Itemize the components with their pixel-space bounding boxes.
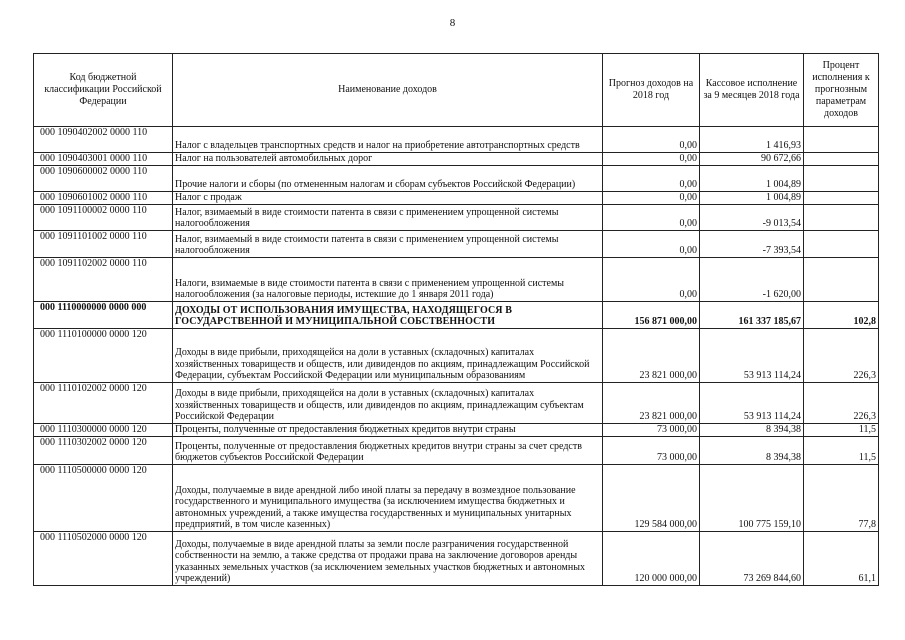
row-forecast: 23 821 000,00 [603, 329, 700, 383]
row-code: 000 1110502000 0000 120 [34, 532, 173, 586]
row-executed: -1 620,00 [700, 258, 804, 302]
row-executed: -9 013,54 [700, 205, 804, 231]
row-executed: 53 913 114,24 [700, 383, 804, 424]
row-name: Доходы, получаемые в виде арендной платы за земли после разграничения государственной собственности на землю, а также средства от продажи права на заключение договоров аренды указанных земельных участков (за исключением земельных участков бюджетных и автономных учреждений) [173, 532, 603, 586]
table-row [34, 192, 879, 205]
header-executed: Кассовое исполнение за 9 месяцев 2018 года [700, 54, 804, 127]
row-executed: 1 004,89 [700, 166, 804, 192]
table-row [34, 424, 879, 437]
row-forecast: 0,00 [603, 192, 700, 205]
row-forecast: 120 000 000,00 [603, 532, 700, 586]
row-name: Налог с продаж [173, 192, 603, 205]
row-forecast: 156 871 000,00 [603, 302, 700, 329]
row-forecast: 0,00 [603, 166, 700, 192]
table-row [34, 383, 879, 424]
row-forecast: 23 821 000,00 [603, 383, 700, 424]
row-name: Налоги, взимаемые в виде стоимости патента в связи с применением упрощенной системы налогообложения (за налоговые периоды, истекшие до 1 января 2011 года) [173, 258, 603, 302]
table-row [34, 329, 879, 383]
row-percent: 102,8 [804, 302, 879, 329]
row-code: 000 1091101002 0000 110 [34, 231, 173, 258]
row-forecast: 73 000,00 [603, 437, 700, 465]
row-code: 000 1110102002 0000 120 [34, 383, 173, 424]
row-name: Налог с владельцев транспортных средств и налог на приобретение автотранспортных средств [173, 127, 603, 153]
row-percent [804, 153, 879, 166]
row-percent: 61,1 [804, 532, 879, 586]
row-executed: 1 416,93 [700, 127, 804, 153]
row-code: 000 1110302002 0000 120 [34, 437, 173, 465]
row-code: 000 1090403001 0000 110 [34, 153, 173, 166]
row-percent [804, 205, 879, 231]
row-executed: 90 672,66 [700, 153, 804, 166]
row-executed: 8 394,38 [700, 437, 804, 465]
row-percent: 11,5 [804, 424, 879, 437]
row-executed: 100 775 159,10 [700, 465, 804, 532]
row-code: 000 1110000000 0000 000 [34, 302, 173, 329]
row-name: Доходы в виде прибыли, приходящейся на доли в уставных (складочных) капиталах хозяйственных товариществ и обществ, или дивидендов по акциям, принадлежащим Российской Федерации, субъектам Российской Федерации или муниципальным образованиям [173, 329, 603, 383]
row-code: 000 1110500000 0000 120 [34, 465, 173, 532]
row-percent [804, 166, 879, 192]
row-forecast: 0,00 [603, 205, 700, 231]
table-header-row [34, 54, 879, 127]
row-percent [804, 258, 879, 302]
table-row [34, 205, 879, 231]
header-percent: Процент исполнения к прогнозным параметрам доходов [804, 54, 879, 127]
row-executed: 8 394,38 [700, 424, 804, 437]
row-percent: 77,8 [804, 465, 879, 532]
row-code: 000 1090402002 0000 110 [34, 127, 173, 153]
row-name: Прочие налоги и сборы (по отмененным налогам и сборам субъектов Российской Федерации) [173, 166, 603, 192]
row-forecast: 73 000,00 [603, 424, 700, 437]
table-row [34, 532, 879, 586]
table-row [34, 465, 879, 532]
row-percent [804, 127, 879, 153]
row-code: 000 1090600002 0000 110 [34, 166, 173, 192]
row-forecast: 0,00 [603, 258, 700, 302]
table-row [34, 153, 879, 166]
row-name: Налог, взимаемый в виде стоимости патента в связи с применением упрощенной системы налогообложения [173, 205, 603, 231]
row-percent [804, 231, 879, 258]
row-executed: 161 337 185,67 [700, 302, 804, 329]
table-row-section [34, 302, 879, 329]
row-code: 000 1091100002 0000 110 [34, 205, 173, 231]
row-percent: 226,3 [804, 329, 879, 383]
row-code: 000 1110100000 0000 120 [34, 329, 173, 383]
row-executed: 1 004,89 [700, 192, 804, 205]
row-name: ДОХОДЫ ОТ ИСПОЛЬЗОВАНИЯ ИМУЩЕСТВА, НАХОДЯЩЕГОСЯ В ГОСУДАРСТВЕННОЙ И МУНИЦИПАЛЬНОЙ СОБСТВЕННОСТИ [173, 302, 603, 329]
page-number: 8 [449, 17, 456, 29]
row-executed: -7 393,54 [700, 231, 804, 258]
row-percent [804, 192, 879, 205]
header-code: Код бюджетной классификации Российской Федерации [34, 54, 173, 127]
row-executed: 73 269 844,60 [700, 532, 804, 586]
table-row [34, 166, 879, 192]
table-row [34, 127, 879, 153]
row-name: Проценты, полученные от предоставления бюджетных кредитов внутри страны [173, 424, 603, 437]
row-code: 000 1091102002 0000 110 [34, 258, 173, 302]
header-forecast: Прогноз доходов на 2018 год [603, 54, 700, 127]
row-code: 000 1090601002 0000 110 [34, 192, 173, 205]
row-forecast: 0,00 [603, 127, 700, 153]
row-executed: 53 913 114,24 [700, 329, 804, 383]
row-forecast: 0,00 [603, 231, 700, 258]
row-code: 000 1110300000 0000 120 [34, 424, 173, 437]
row-forecast: 0,00 [603, 153, 700, 166]
row-name: Налог на пользователей автомобильных дорог [173, 153, 603, 166]
row-name: Проценты, полученные от предоставления бюджетных кредитов внутри страны за счет средств бюджетов субъектов Российской Федерации [173, 437, 603, 465]
row-percent: 11,5 [804, 437, 879, 465]
row-name: Налог, взимаемый в виде стоимости патента в связи с применением упрощенной системы налогообложения [173, 231, 603, 258]
table-row [34, 437, 879, 465]
header-name: Наименование доходов [173, 54, 603, 127]
row-percent: 226,3 [804, 383, 879, 424]
row-forecast: 129 584 000,00 [603, 465, 700, 532]
row-name: Доходы в виде прибыли, приходящейся на доли в уставных (складочных) капиталах хозяйственных товариществ и обществ, или дивидендов по акциям, принадлежащим субъектам Российской Федерации [173, 383, 603, 424]
row-name: Доходы, получаемые в виде арендной либо иной платы за передачу в возмездное пользование государственного и муниципального имущества (за исключением имущества бюджетных и автономных учреждений, а также имущества государственных и муниципальных унитарных предприятий, в том числе казенных) [173, 465, 603, 532]
table-row [34, 231, 879, 258]
revenue-table [33, 53, 879, 586]
table-row [34, 258, 879, 302]
